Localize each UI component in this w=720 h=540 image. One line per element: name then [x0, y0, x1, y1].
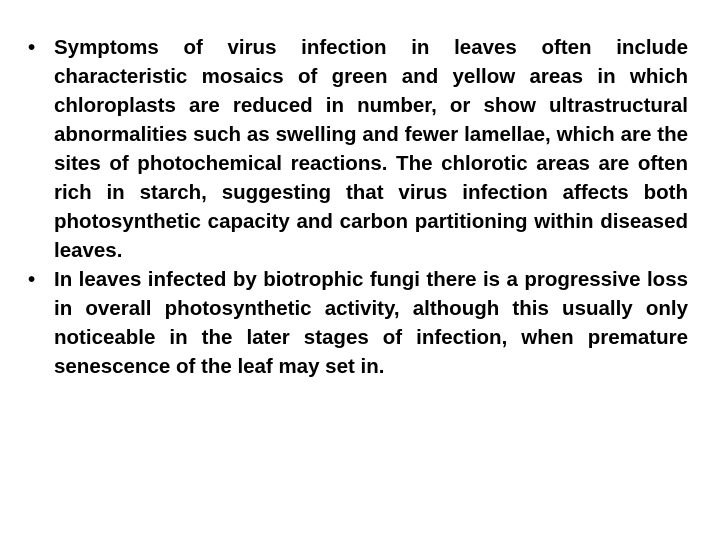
bullet-item-virus-symptoms	[28, 33, 688, 265]
slide-body	[28, 33, 688, 381]
bullet-list	[28, 33, 688, 381]
bullet-item-biotrophic-fungi	[28, 265, 688, 381]
bullet-text: In leaves infected by biotrophic fungi there is a progressive loss in overall photosynthetic activity, although this usually only noticeable in the later stages of infection, when premature senescence of the leaf may set in.	[54, 268, 688, 378]
bullet-text: Symptoms of virus infection in leaves often include characteristic mosaics of green and yellow areas in which chloroplasts are reduced in number, or show ultrastructural abnormalities such as swelling and fewer lamellae, which are the sites of photochemical reactions. The chlorotic areas are often rich in starch, suggesting that virus infection affects both photosynthetic capacity and carbon partitioning within diseased leaves.	[54, 36, 688, 262]
bullet-dot-icon: •	[28, 36, 36, 59]
bullet-dot-icon: •	[28, 268, 36, 291]
